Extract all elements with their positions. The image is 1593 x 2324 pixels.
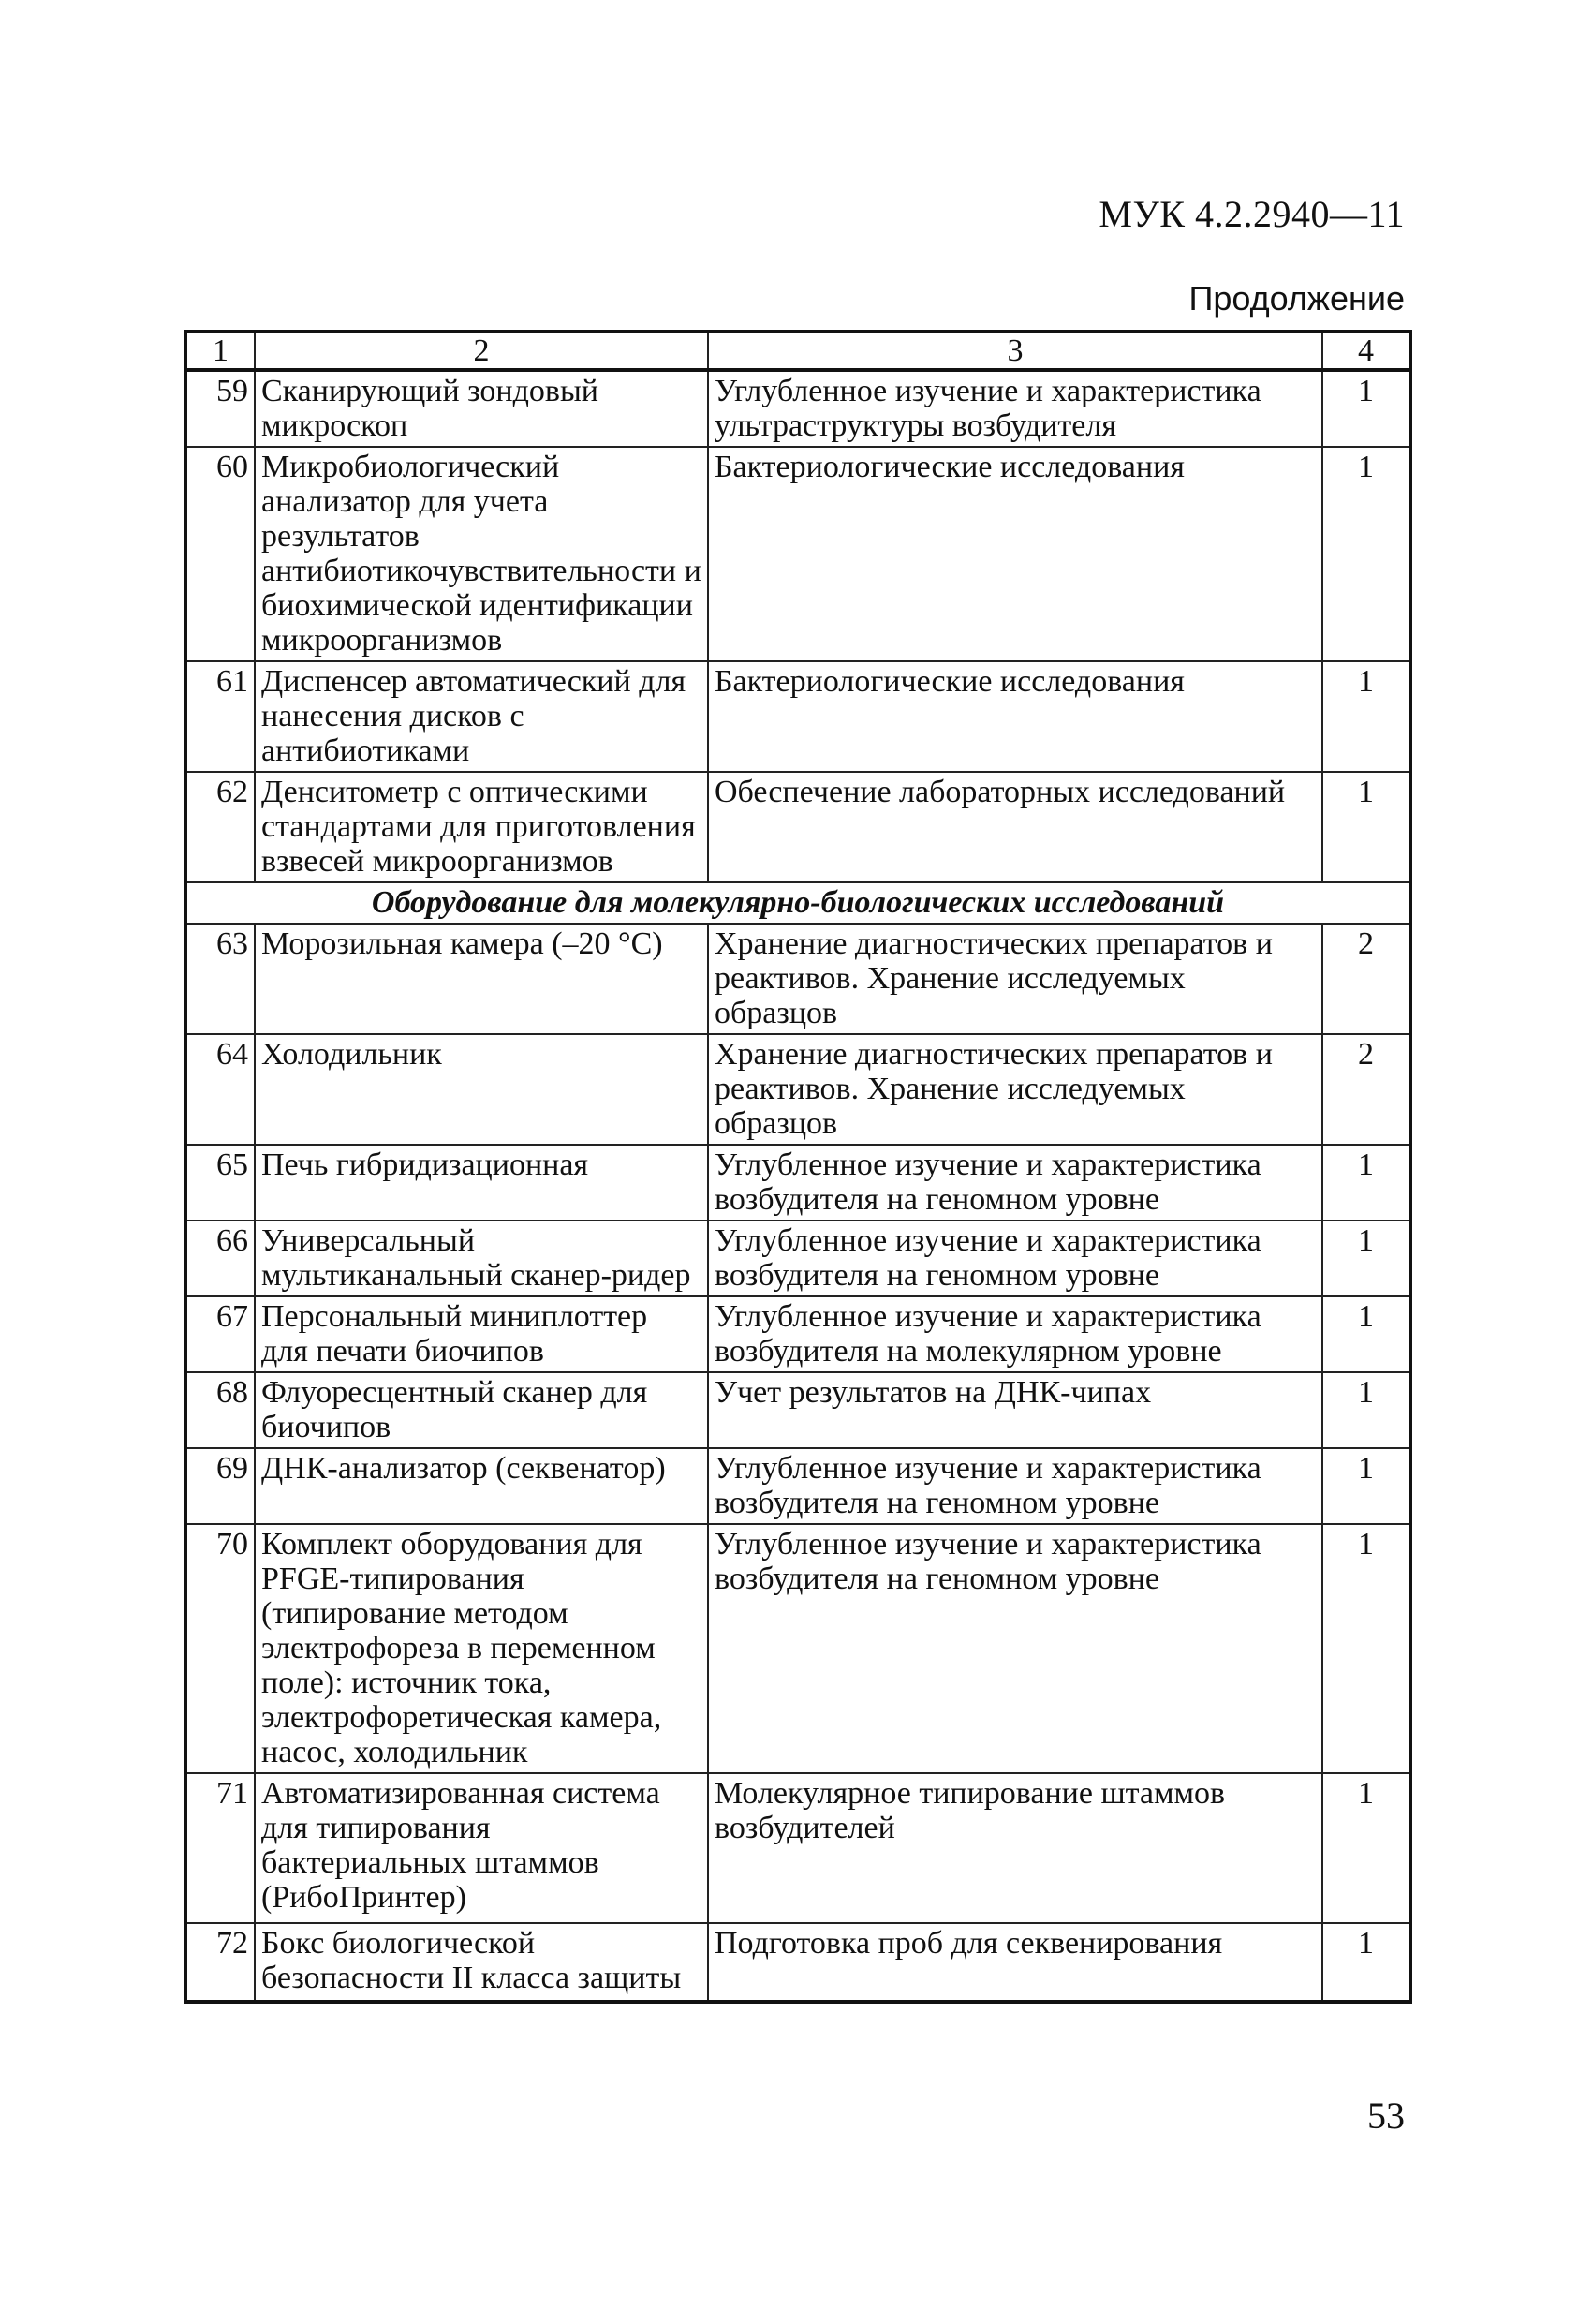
page-number: 53 xyxy=(1367,2095,1405,2137)
equipment-name: Бокс биологической безопасности II класса защиты xyxy=(255,1923,708,2002)
row-number: 62 xyxy=(185,772,255,882)
row-number: 60 xyxy=(185,447,255,661)
equipment-name: ДНК-анализатор (секвенатор) xyxy=(255,1448,708,1524)
equipment-purpose: Углубленное изучение и характеристика возбудителя на геномном уровне xyxy=(708,1221,1322,1296)
table-row xyxy=(185,1448,1410,1524)
equipment-name: Морозильная камера (–20 °С) xyxy=(255,924,708,1034)
equipment-quantity: 1 xyxy=(1322,661,1410,772)
table-row xyxy=(185,772,1410,882)
equipment-purpose: Углубленное изучение и характеристика возбудителя на геномном уровне xyxy=(708,1524,1322,1773)
equipment-quantity: 1 xyxy=(1322,1296,1410,1372)
equipment-purpose: Хранение диагностических препаратов и реактивов. Хранение исследуемых образцов xyxy=(708,924,1322,1034)
row-number: 64 xyxy=(185,1034,255,1145)
table-row xyxy=(185,1221,1410,1296)
equipment-name: Денситометр с оптическими стандартами для приготовления взвесей микроорганизмов xyxy=(255,772,708,882)
table-row xyxy=(185,1372,1410,1448)
header-col-2: 2 xyxy=(255,332,708,370)
table-row xyxy=(185,1524,1410,1773)
equipment-quantity: 1 xyxy=(1322,1524,1410,1773)
equipment-purpose: Углубленное изучение и характеристика возбудителя на геномном уровне xyxy=(708,1448,1322,1524)
row-number: 70 xyxy=(185,1524,255,1773)
header-col-1: 1 xyxy=(185,332,255,370)
equipment-quantity: 1 xyxy=(1322,1221,1410,1296)
table-header-row xyxy=(185,332,1410,370)
equipment-purpose: Бактериологические исследования xyxy=(708,447,1322,661)
row-number: 65 xyxy=(185,1145,255,1221)
table-row xyxy=(185,1145,1410,1221)
table-row xyxy=(185,1296,1410,1372)
equipment-quantity: 2 xyxy=(1322,1034,1410,1145)
equipment-quantity: 2 xyxy=(1322,924,1410,1034)
row-number: 72 xyxy=(185,1923,255,2002)
row-number: 61 xyxy=(185,661,255,772)
equipment-quantity: 1 xyxy=(1322,447,1410,661)
continuation-label: Продолжение xyxy=(1188,279,1405,318)
equipment-name: Сканирующий зондовый микроскоп xyxy=(255,370,708,447)
equipment-quantity: 1 xyxy=(1322,1773,1410,1923)
equipment-quantity: 1 xyxy=(1322,1145,1410,1221)
row-number: 68 xyxy=(185,1372,255,1448)
equipment-quantity: 1 xyxy=(1322,370,1410,447)
table-row xyxy=(185,1773,1410,1923)
equipment-purpose: Углубленное изучение и характеристика ультраструктуры возбудителя xyxy=(708,370,1322,447)
equipment-name: Микробиологический анализатор для учета результатов антибиотикочувствительности и биохимической идентификации микроорганизмов xyxy=(255,447,708,661)
equipment-name: Комплект оборудования для PFGE-типирования (типирование методом электрофореза в переменном поле): источник тока, электрофоретическая камера, насос, холодильник xyxy=(255,1524,708,1773)
equipment-purpose: Обеспечение лабораторных исследований xyxy=(708,772,1322,882)
equipment-purpose: Углубленное изучение и характеристика возбудителя на молекулярном уровне xyxy=(708,1296,1322,1372)
header-col-4: 4 xyxy=(1322,332,1410,370)
equipment-name: Универсальный мультиканальный сканер-ридер xyxy=(255,1221,708,1296)
equipment-purpose: Учет результатов на ДНК-чипах xyxy=(708,1372,1322,1448)
row-number: 67 xyxy=(185,1296,255,1372)
row-number: 63 xyxy=(185,924,255,1034)
table-row xyxy=(185,1034,1410,1145)
equipment-quantity: 1 xyxy=(1322,1923,1410,2002)
equipment-purpose: Подготовка проб для секвенирования xyxy=(708,1923,1322,2002)
equipment-purpose: Хранение диагностических препаратов и реактивов. Хранение исследуемых образцов xyxy=(708,1034,1322,1145)
equipment-purpose: Бактериологические исследования xyxy=(708,661,1322,772)
header-col-3: 3 xyxy=(708,332,1322,370)
table-row xyxy=(185,447,1410,661)
equipment-name: Печь гибридизационная xyxy=(255,1145,708,1221)
equipment-name: Персональный миниплоттер для печати биочипов xyxy=(255,1296,708,1372)
equipment-quantity: 1 xyxy=(1322,1448,1410,1524)
equipment-name: Автоматизированная система для типирования бактериальных штаммов (РибоПринтер) xyxy=(255,1773,708,1923)
document-code: МУК 4.2.2940—11 xyxy=(1099,193,1405,235)
table-row xyxy=(185,661,1410,772)
row-number: 71 xyxy=(185,1773,255,1923)
row-number: 69 xyxy=(185,1448,255,1524)
equipment-quantity: 1 xyxy=(1322,1372,1410,1448)
row-number: 66 xyxy=(185,1221,255,1296)
table-row xyxy=(185,1923,1410,2002)
section-row xyxy=(185,882,1410,924)
row-number: 59 xyxy=(185,370,255,447)
table-row xyxy=(185,924,1410,1034)
table-row xyxy=(185,370,1410,447)
equipment-purpose: Молекулярное типирование штаммов возбудителей xyxy=(708,1773,1322,1923)
equipment-name: Флуоресцентный сканер для биочипов xyxy=(255,1372,708,1448)
equipment-name: Холодильник xyxy=(255,1034,708,1145)
section-title: Оборудование для молекулярно-биологических исследований xyxy=(185,882,1410,924)
equipment-name: Диспенсер автоматический для нанесения дисков с антибиотиками xyxy=(255,661,708,772)
equipment-quantity: 1 xyxy=(1322,772,1410,882)
equipment-table xyxy=(184,330,1412,2004)
equipment-purpose: Углубленное изучение и характеристика возбудителя на геномном уровне xyxy=(708,1145,1322,1221)
